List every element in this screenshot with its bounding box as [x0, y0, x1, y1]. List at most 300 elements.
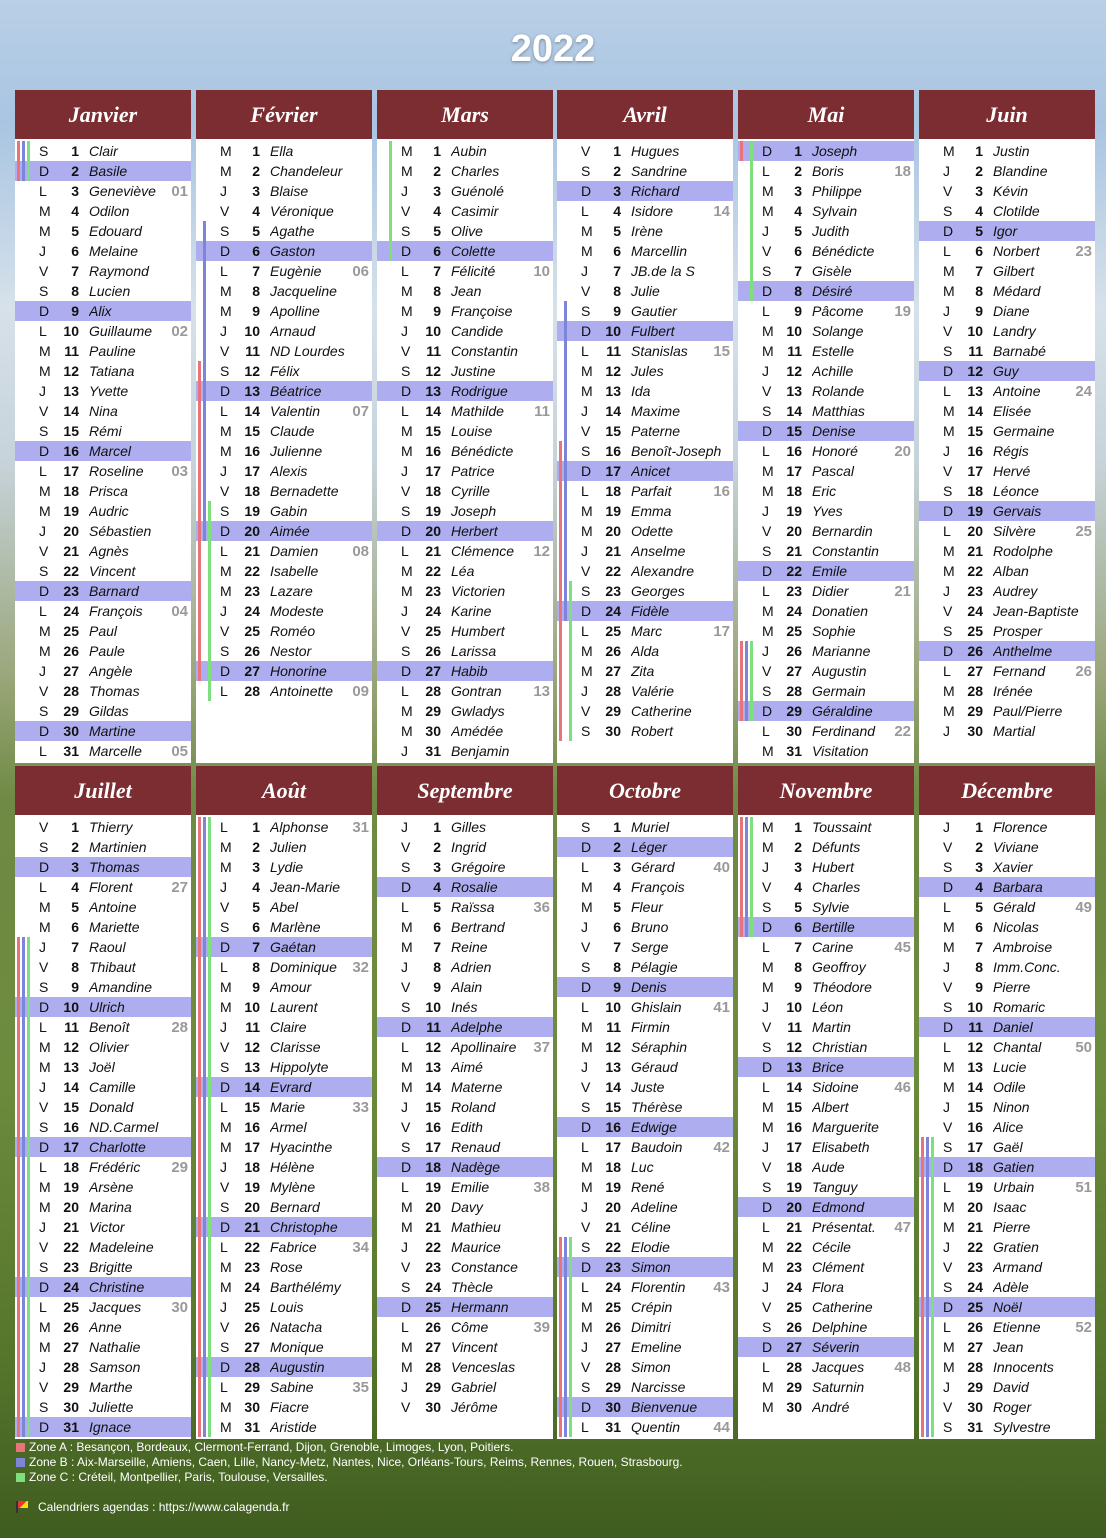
day-list	[738, 139, 914, 761]
holiday-zone-c-bar	[208, 641, 211, 661]
day-row	[557, 601, 733, 621]
day-number: 16	[786, 443, 802, 459]
day-number: 21	[425, 1219, 441, 1235]
day-number: 22	[786, 563, 802, 579]
day-letter: M	[220, 303, 232, 319]
holiday-zone-a-bar	[921, 1157, 924, 1177]
day-row	[557, 1277, 733, 1297]
day-number: 14	[786, 1079, 802, 1095]
day-letter: J	[220, 1299, 227, 1315]
holiday-zone-b-bar	[564, 421, 567, 441]
day-row	[738, 161, 914, 181]
saint-name: Aristide	[270, 1419, 317, 1435]
day-list	[15, 815, 191, 1437]
holiday-zone-c-bar	[389, 161, 392, 181]
saint-name: Benoît-Joseph	[631, 443, 722, 459]
day-row	[377, 261, 553, 281]
saint-name: Luc	[631, 1159, 654, 1175]
day-row	[196, 857, 372, 877]
day-letter: L	[39, 743, 47, 759]
day-row	[377, 877, 553, 897]
day-number: 5	[613, 223, 621, 239]
day-letter: M	[39, 1179, 51, 1195]
saint-name: Géraud	[631, 1059, 678, 1075]
saint-name: Séraphin	[631, 1039, 688, 1055]
day-number: 24	[786, 603, 802, 619]
day-number: 19	[244, 1179, 260, 1195]
holiday-zone-a-bar	[17, 1397, 20, 1417]
day-row	[738, 1317, 914, 1337]
day-number: 1	[71, 143, 79, 159]
day-number: 14	[425, 403, 441, 419]
day-letter: L	[762, 1359, 770, 1375]
day-number: 14	[605, 403, 621, 419]
day-number: 22	[967, 563, 983, 579]
day-number: 27	[425, 663, 441, 679]
day-row	[377, 1397, 553, 1417]
saint-name: Adeline	[631, 1199, 678, 1215]
holiday-zone-b-bar	[22, 1217, 25, 1237]
day-number: 5	[252, 899, 260, 915]
day-row	[738, 1097, 914, 1117]
day-number: 3	[433, 859, 441, 875]
day-letter: L	[39, 1299, 47, 1315]
saint-name: Clair	[89, 143, 118, 159]
day-number: 30	[425, 1399, 441, 1415]
holiday-zone-b-bar	[203, 281, 206, 301]
saint-name: Adrien	[451, 959, 492, 975]
day-row	[15, 1317, 191, 1337]
day-row	[557, 1097, 733, 1117]
saint-name: Abel	[270, 899, 299, 915]
day-number: 23	[244, 583, 260, 599]
saint-name: Fidèle	[631, 603, 670, 619]
day-letter: M	[581, 1039, 593, 1055]
saint-name: Sandrine	[631, 163, 688, 179]
day-row	[377, 201, 553, 221]
saint-name: Pascal	[812, 463, 855, 479]
day-letter: S	[39, 979, 49, 995]
holiday-zone-b-bar	[203, 857, 206, 877]
holiday-zone-b-bar	[564, 461, 567, 481]
day-number: 20	[967, 523, 983, 539]
day-row	[919, 1157, 1095, 1177]
saint-name: Rosalie	[451, 879, 498, 895]
holiday-zone-c-bar	[569, 1357, 572, 1377]
day-row	[919, 441, 1095, 461]
week-number: 49	[1075, 899, 1092, 916]
day-number: 13	[425, 383, 441, 399]
day-number: 6	[613, 243, 621, 259]
saint-name: Mylène	[270, 1179, 316, 1195]
holiday-zone-c-bar	[27, 1277, 30, 1297]
day-letter: D	[220, 939, 231, 955]
holiday-zone-c-bar	[931, 1317, 934, 1337]
day-letter: M	[943, 1339, 955, 1355]
day-letter: L	[581, 343, 589, 359]
day-number: 15	[786, 423, 802, 439]
day-row	[738, 181, 914, 201]
day-letter: J	[943, 163, 950, 179]
day-letter: S	[401, 1139, 411, 1155]
holiday-zone-a-bar	[559, 1337, 562, 1357]
saint-name: Olive	[451, 223, 483, 239]
day-list	[738, 815, 914, 1417]
holiday-zone-c-bar	[750, 261, 753, 281]
day-number: 11	[606, 343, 621, 359]
day-row	[919, 1097, 1095, 1117]
day-row	[919, 521, 1095, 541]
day-letter: L	[220, 1099, 228, 1115]
holiday-zone-a-bar	[17, 1317, 20, 1337]
holiday-zone-b-bar	[203, 1117, 206, 1137]
day-number: 15	[63, 1099, 79, 1115]
holiday-zone-b-bar	[203, 837, 206, 857]
day-number: 27	[244, 663, 260, 679]
day-row	[738, 1337, 914, 1357]
day-number: 7	[613, 263, 621, 279]
day-row	[196, 997, 372, 1017]
day-number: 7	[794, 939, 802, 955]
holiday-zone-b-bar	[203, 1157, 206, 1177]
week-number: 40	[713, 859, 730, 876]
day-row	[196, 341, 372, 361]
holiday-zone-c-bar	[569, 1317, 572, 1337]
week-number: 31	[352, 819, 369, 836]
day-number: 17	[244, 1139, 260, 1155]
saint-name: Christian	[812, 1039, 868, 1055]
day-row	[15, 741, 191, 761]
day-number: 23	[244, 1259, 260, 1275]
day-number: 3	[252, 183, 260, 199]
saint-name: Félicité	[451, 263, 496, 279]
holiday-zone-a-bar	[559, 441, 562, 461]
day-row	[15, 897, 191, 917]
day-row	[196, 481, 372, 501]
saint-name: Roger	[993, 1399, 1032, 1415]
saint-name: Léon	[812, 999, 844, 1015]
saint-name: Lucien	[89, 283, 131, 299]
day-letter: S	[943, 1139, 953, 1155]
holiday-zone-b-bar	[745, 681, 748, 701]
saint-name: Jérôme	[451, 1399, 498, 1415]
holiday-zone-b-bar	[203, 1337, 206, 1357]
holiday-zone-c-bar	[208, 1197, 211, 1217]
saint-name: Léonce	[993, 483, 1039, 499]
week-number: 19	[894, 303, 911, 320]
holiday-zone-a-bar	[198, 361, 201, 381]
saint-name: Igor	[993, 223, 1018, 239]
day-number: 17	[425, 1139, 441, 1155]
day-row	[377, 361, 553, 381]
day-number: 1	[975, 143, 983, 159]
saint-name: Bernard	[270, 1199, 320, 1215]
day-row	[557, 441, 733, 461]
holiday-zone-a-bar	[198, 661, 201, 681]
saint-name: Anthelme	[993, 643, 1053, 659]
day-number: 27	[63, 1339, 79, 1355]
day-number: 6	[975, 243, 983, 259]
day-letter: D	[220, 1079, 231, 1095]
day-letter: J	[401, 603, 408, 619]
day-letter: M	[220, 163, 232, 179]
saint-name: Médard	[993, 283, 1041, 299]
saint-name: Jean	[993, 1339, 1024, 1355]
day-row	[919, 481, 1095, 501]
saint-name: François	[89, 603, 143, 619]
saint-name: Paul/Pierre	[993, 703, 1063, 719]
day-letter: D	[401, 879, 412, 895]
day-letter: M	[401, 1339, 413, 1355]
day-letter: L	[581, 623, 589, 639]
day-letter: L	[39, 1019, 47, 1035]
day-letter: V	[581, 563, 591, 579]
day-list	[377, 139, 553, 761]
day-row	[738, 641, 914, 661]
day-list	[557, 139, 733, 741]
day-number: 12	[605, 363, 621, 379]
day-row	[377, 141, 553, 161]
day-row	[15, 1197, 191, 1217]
day-number: 30	[244, 1399, 260, 1415]
day-row	[738, 601, 914, 621]
zone-b-text: Zone B : Aix-Marseille, Amiens, Caen, Lille, Nancy-Metz, Nantes, Nice, Orléans-Tours, Reims, Rennes, Rouen, Strasbourg.	[29, 1455, 683, 1469]
week-number: 14	[713, 203, 730, 220]
day-letter: D	[581, 1259, 592, 1275]
day-number: 24	[605, 1279, 621, 1295]
saint-name: Armel	[270, 1119, 307, 1135]
day-number: 4	[613, 203, 621, 219]
day-letter: M	[581, 899, 593, 915]
day-number: 9	[71, 303, 79, 319]
holiday-zone-c-bar	[389, 141, 392, 161]
saint-name: Candide	[451, 323, 504, 339]
day-row	[738, 897, 914, 917]
holiday-zone-a-bar	[198, 1137, 201, 1157]
day-number: 17	[63, 463, 79, 479]
day-row	[15, 1357, 191, 1377]
day-number: 22	[244, 1239, 260, 1255]
holiday-zone-c-bar	[208, 1177, 211, 1197]
week-number: 29	[171, 1159, 188, 1176]
day-letter: M	[401, 443, 413, 459]
day-letter: L	[401, 899, 409, 915]
holiday-zone-b-bar	[926, 1157, 929, 1177]
day-letter: M	[762, 959, 774, 975]
day-letter: D	[401, 243, 412, 259]
source-link[interactable]: Calendriers agendas : https://www.calagenda.fr	[38, 1500, 290, 1514]
holiday-zone-a-bar	[559, 1257, 562, 1277]
day-number: 17	[786, 463, 802, 479]
day-number: 8	[613, 959, 621, 975]
saint-name: Aubin	[451, 143, 487, 159]
saint-name: Léger	[631, 839, 667, 855]
day-letter: S	[762, 543, 772, 559]
saint-name: Delphine	[812, 1319, 868, 1335]
day-letter: S	[581, 723, 591, 739]
day-row	[738, 661, 914, 681]
holiday-zone-a-bar	[559, 701, 562, 721]
saint-name: Jacques	[812, 1359, 865, 1375]
saint-name: Géraldine	[812, 703, 873, 719]
day-letter: S	[401, 363, 411, 379]
week-number: 44	[713, 1419, 730, 1436]
week-number: 13	[533, 683, 550, 700]
saint-name: Armand	[993, 1259, 1043, 1275]
day-letter: M	[581, 1299, 593, 1315]
day-number: 25	[425, 623, 441, 639]
saint-name: Sidoine	[812, 1079, 859, 1095]
day-number: 29	[605, 1379, 621, 1395]
day-row	[15, 241, 191, 261]
holiday-zone-b-bar	[745, 661, 748, 681]
day-row	[15, 1237, 191, 1257]
day-letter: S	[943, 203, 953, 219]
day-number: 31	[244, 1419, 260, 1435]
day-row	[919, 421, 1095, 441]
day-letter: J	[762, 999, 769, 1015]
day-letter: D	[39, 723, 50, 739]
saint-name: Alice	[993, 1119, 1024, 1135]
holiday-zone-b-bar	[745, 897, 748, 917]
holiday-zone-a-bar	[198, 937, 201, 957]
saint-name: Claire	[270, 1019, 307, 1035]
day-row	[377, 641, 553, 661]
day-number: 8	[433, 283, 441, 299]
week-number: 38	[533, 1179, 550, 1196]
holiday-zone-a-bar	[740, 837, 743, 857]
holiday-zone-a-bar	[740, 817, 743, 837]
day-letter: M	[943, 1359, 955, 1375]
week-number: 45	[894, 939, 911, 956]
holiday-zone-b-bar	[926, 1397, 929, 1417]
saint-name: André	[812, 1399, 850, 1415]
day-letter: M	[39, 643, 51, 659]
saint-name: Désiré	[812, 283, 853, 299]
day-number: 10	[425, 323, 441, 339]
day-row	[919, 561, 1095, 581]
day-number: 1	[794, 143, 802, 159]
day-number: 3	[975, 859, 983, 875]
day-letter: V	[762, 1159, 772, 1175]
holiday-zone-c-bar	[750, 897, 753, 917]
saint-name: Evrard	[270, 1079, 312, 1095]
week-number: 46	[894, 1079, 911, 1096]
day-letter: L	[581, 859, 589, 875]
day-letter: M	[401, 703, 413, 719]
saint-name: Gaël	[993, 1139, 1023, 1155]
saint-name: Marthe	[89, 1379, 133, 1395]
saint-name: Justin	[993, 143, 1030, 159]
day-list	[919, 815, 1095, 1437]
day-row	[557, 857, 733, 877]
day-row	[196, 917, 372, 937]
day-row	[377, 321, 553, 341]
day-letter: V	[581, 1079, 591, 1095]
day-row	[196, 1377, 372, 1397]
day-number: 18	[786, 483, 802, 499]
day-letter: D	[220, 663, 231, 679]
holiday-zone-c-bar	[27, 977, 30, 997]
day-row	[738, 1397, 914, 1417]
day-row	[196, 361, 372, 381]
day-row	[196, 1317, 372, 1337]
saint-name: Narcisse	[631, 1379, 686, 1395]
day-number: 28	[786, 683, 802, 699]
day-number: 3	[71, 183, 79, 199]
holiday-zone-b-bar	[22, 1357, 25, 1377]
day-row	[738, 1117, 914, 1137]
day-number: 15	[605, 423, 621, 439]
day-row	[738, 1137, 914, 1157]
day-letter: J	[220, 463, 227, 479]
day-row	[196, 281, 372, 301]
saint-name: Thibaut	[89, 959, 136, 975]
month-card	[557, 90, 733, 763]
saint-name: Bertrand	[451, 919, 505, 935]
day-number: 18	[63, 483, 79, 499]
day-row	[919, 581, 1095, 601]
day-number: 17	[425, 463, 441, 479]
week-number: 33	[352, 1099, 369, 1116]
day-number: 28	[63, 1359, 79, 1375]
holiday-zone-c-bar	[931, 1197, 934, 1217]
day-row	[738, 1237, 914, 1257]
day-number: 11	[968, 1019, 983, 1035]
day-number: 17	[63, 1139, 79, 1155]
holiday-zone-b-bar	[203, 441, 206, 461]
holiday-zone-a-bar	[17, 1057, 20, 1077]
day-row	[557, 621, 733, 641]
day-letter: S	[943, 343, 953, 359]
day-letter: S	[401, 1279, 411, 1295]
day-letter: J	[401, 463, 408, 479]
holiday-zone-a-bar	[17, 977, 20, 997]
holiday-zone-c-bar	[208, 1337, 211, 1357]
holiday-zone-c-bar	[27, 1297, 30, 1317]
saint-name: Amandine	[89, 979, 153, 995]
saint-name: Véronique	[270, 203, 334, 219]
holiday-zone-a-bar	[559, 561, 562, 581]
saint-name: Stanislas	[631, 343, 688, 359]
holiday-zone-c-bar	[389, 221, 392, 241]
holiday-zone-a-bar	[198, 461, 201, 481]
holiday-zone-a-bar	[198, 381, 201, 401]
day-row	[557, 541, 733, 561]
day-row	[738, 701, 914, 721]
day-number: 28	[63, 683, 79, 699]
day-number: 15	[63, 423, 79, 439]
day-row	[738, 621, 914, 641]
saint-name: Lazare	[270, 583, 313, 599]
saint-name: Florent	[89, 879, 133, 895]
day-number: 26	[605, 643, 621, 659]
week-number: 26	[1075, 663, 1092, 680]
day-row	[557, 1417, 733, 1437]
saint-name: Alphonse	[270, 819, 329, 835]
day-number: 7	[71, 263, 79, 279]
day-number: 21	[605, 1219, 621, 1235]
day-row	[15, 1297, 191, 1317]
day-number: 30	[63, 723, 79, 739]
day-letter: J	[762, 1279, 769, 1295]
day-row	[377, 1077, 553, 1097]
saint-name: Gatien	[993, 1159, 1035, 1175]
day-row	[919, 201, 1095, 221]
day-row	[196, 1337, 372, 1357]
saint-name: Edith	[451, 1119, 483, 1135]
day-row	[919, 1197, 1095, 1217]
